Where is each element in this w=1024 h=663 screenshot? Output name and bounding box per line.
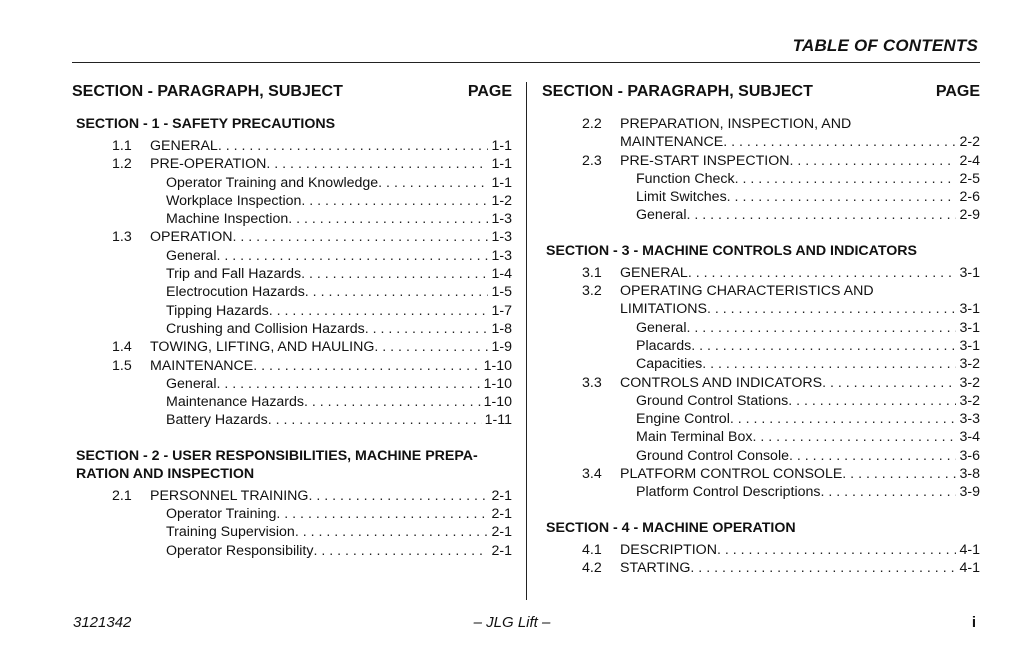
entry-number: 2.1 (112, 487, 132, 504)
entry-number: 4.2 (582, 559, 602, 576)
entry-text: General (166, 247, 217, 264)
entry-page: 1-1 (491, 156, 512, 173)
column-heading-subject: SECTION - PARAGRAPH, SUBJECT (72, 83, 343, 100)
dot-leader (295, 523, 489, 541)
entry-text: PREPARATION, INSPECTION, AND (620, 116, 852, 132)
entry-page: 1-3 (491, 247, 512, 264)
dot-leader (723, 133, 956, 151)
dot-leader (288, 210, 488, 228)
entry-page: 3-9 (959, 484, 980, 501)
dot-leader (688, 264, 957, 282)
entry-text: Operator Training and Knowledge (166, 174, 379, 191)
toc-entry[interactable] (542, 428, 980, 446)
left-column (72, 82, 512, 560)
entry-page: 4-1 (959, 559, 980, 576)
column-heading-page: PAGE (467, 83, 512, 100)
entry-number: 3.2 (582, 283, 602, 300)
entry-page: 1-9 (491, 339, 512, 356)
page-number: i (971, 614, 976, 631)
toc-entry[interactable] (72, 542, 512, 560)
dot-leader (727, 188, 957, 206)
toc-entry[interactable] (72, 320, 512, 338)
dot-leader (313, 542, 488, 560)
toc-entry[interactable] (542, 133, 980, 151)
dot-leader (233, 228, 489, 246)
column-divider (526, 82, 527, 600)
entry-text: Platform Control Descriptions (636, 484, 821, 501)
toc-entry[interactable] (542, 170, 980, 188)
page-title: TABLE OF CONTENTS (792, 36, 978, 55)
section-2-continued-list (542, 133, 980, 224)
dot-leader (218, 137, 489, 155)
entry-text: Workplace Inspection (166, 192, 302, 209)
column-header (542, 82, 980, 102)
toc-entry[interactable] (72, 265, 512, 283)
toc-entry[interactable] (542, 541, 980, 559)
entry-text: Crushing and Collision Hazards (166, 320, 365, 337)
entry-page: 2-1 (491, 506, 512, 523)
dot-leader (268, 411, 482, 429)
entry-page: 1-8 (491, 320, 512, 337)
document-number: 3121342 (73, 614, 132, 631)
entry-text: Maintenance Hazards (166, 394, 305, 411)
toc-entry[interactable] (72, 375, 512, 393)
section-2-title-line1: SECTION - 2 - USER RESPONSIBILITIES, MACHINE PREPA- (76, 447, 478, 464)
entry-text: MAINTENANCE (150, 357, 254, 374)
entry-text: GENERAL (620, 264, 688, 281)
dot-leader (691, 337, 956, 355)
entry-page: 2-1 (491, 524, 512, 541)
entry-page: 1-2 (491, 192, 512, 209)
entry-number: 4.1 (582, 541, 602, 558)
entry-page: 1-1 (491, 174, 512, 191)
entry-text: Machine Inspection (166, 211, 289, 228)
dot-leader (752, 428, 956, 446)
dot-leader (821, 483, 957, 501)
entry-text: General (636, 319, 687, 336)
section-1-list (72, 137, 512, 430)
dot-leader (790, 152, 957, 170)
dot-leader (304, 393, 481, 411)
entry-page: 3-1 (959, 337, 980, 354)
entry-number: 1.1 (112, 138, 132, 154)
entry-page: 1-7 (491, 302, 512, 319)
entry-text: Capacities (636, 356, 703, 373)
toc-entry[interactable] (72, 523, 512, 541)
entry-text: Battery Hazards (166, 412, 268, 429)
toc-entry[interactable] (542, 410, 980, 428)
entry-text: LIMITATIONS (620, 301, 707, 318)
section-3-list-b (542, 300, 980, 501)
entry-number: 2.3 (582, 152, 602, 169)
toc-entry[interactable] (72, 505, 512, 523)
entry-text: Ground Control Stations (636, 392, 789, 409)
dot-leader (301, 265, 488, 283)
toc-entry[interactable] (72, 155, 512, 173)
column-header (72, 82, 512, 102)
dot-leader (686, 206, 956, 224)
dot-leader (717, 541, 957, 559)
dot-leader (702, 355, 956, 373)
dot-leader (730, 410, 957, 428)
toc-entry[interactable] (542, 206, 980, 224)
dot-leader (789, 447, 956, 465)
entry-number: 3.4 (582, 466, 602, 483)
section-2-title-line2: RATION AND INSPECTION (76, 465, 255, 482)
toc-entry[interactable] (542, 264, 980, 282)
entry-page: 3-1 (959, 301, 980, 318)
entry-text: PRE-START INSPECTION (620, 152, 790, 169)
entry-text: General (166, 375, 217, 392)
entry-page: 2-6 (959, 189, 980, 206)
section-3-list-a (542, 264, 980, 282)
entry-page: 1-5 (491, 284, 512, 301)
entry-number: 3.3 (582, 374, 602, 391)
entry-page: 3-6 (959, 447, 980, 464)
dot-leader (686, 319, 956, 337)
toc-entry[interactable] (72, 393, 512, 411)
dot-leader (216, 247, 488, 265)
entry-text: Operator Responsibility (166, 542, 314, 559)
entry-text: Training Supervision (166, 524, 295, 541)
entry-text: General (636, 207, 687, 224)
section-2-list (72, 487, 512, 560)
section-3-title: SECTION - 3 - MACHINE CONTROLS AND INDICATORS (546, 242, 917, 259)
dot-leader (707, 300, 957, 318)
toc-entry[interactable] (72, 210, 512, 228)
entry-page: 1-3 (491, 211, 512, 228)
entry-number: 2.2 (582, 116, 602, 132)
toc-entry[interactable] (72, 338, 512, 356)
entry-text: STARTING (620, 559, 691, 576)
dot-leader (253, 357, 480, 375)
toc-entry[interactable] (72, 247, 512, 265)
entry-number: 3.1 (582, 264, 602, 281)
toc-entry[interactable] (542, 559, 980, 577)
section-4-title: SECTION - 4 - MACHINE OPERATION (546, 519, 796, 536)
toc-entry[interactable] (542, 319, 980, 337)
entry-page: 3-4 (959, 429, 980, 446)
entry-text: Placards (636, 337, 692, 354)
toc-entry[interactable] (542, 188, 980, 206)
dot-leader (276, 505, 488, 523)
entry-text: MAINTENANCE (620, 134, 724, 151)
dot-leader (822, 374, 956, 392)
entry-page: 3-8 (959, 466, 980, 483)
entry-page: 2-1 (491, 542, 512, 559)
dot-leader (266, 155, 488, 173)
entry-text: Tipping Hazards (166, 302, 269, 319)
toc-entry[interactable] (542, 447, 980, 465)
entry-page: 3-3 (959, 411, 980, 428)
entry-text: Operator Training (166, 506, 277, 523)
entry-text: TOWING, LIFTING, AND HAULING (150, 339, 375, 356)
entry-page: 1-4 (491, 266, 512, 283)
dot-leader (690, 559, 956, 577)
dot-leader (305, 283, 489, 301)
entry-page: 1-3 (491, 229, 512, 246)
toc-entry[interactable] (542, 465, 980, 483)
entry-text: GENERAL (150, 138, 218, 154)
dot-leader (301, 192, 488, 210)
toc-entry[interactable] (542, 374, 980, 392)
entry-page: 4-1 (959, 541, 980, 558)
entry-text: CONTROLS AND INDICATORS (620, 374, 823, 391)
entry-text: OPERATION (150, 229, 233, 246)
column-heading-subject: SECTION - PARAGRAPH, SUBJECT (542, 83, 813, 100)
section-1-title: SECTION - 1 - SAFETY PRECAUTIONS (76, 116, 336, 132)
dot-leader (365, 320, 489, 338)
entry-text: Function Check (636, 170, 735, 187)
section-4-list (542, 541, 980, 578)
dot-leader (216, 375, 480, 393)
toc-entry[interactable] (542, 337, 980, 355)
entry-page: 3-2 (959, 374, 980, 391)
entry-text: Electrocution Hazards (166, 284, 305, 301)
entry-number: 1.4 (112, 339, 132, 356)
dot-leader (788, 392, 956, 410)
entry-page: 2-5 (959, 170, 980, 187)
entry-page: 2-1 (491, 487, 512, 504)
toc-entry[interactable] (542, 392, 980, 410)
entry-text: Main Terminal Box (636, 429, 753, 446)
entry-page: 1-10 (483, 375, 512, 392)
dot-leader (374, 338, 488, 356)
toc-entry[interactable] (542, 483, 980, 501)
toc-entry[interactable] (72, 357, 512, 375)
toc-entry[interactable] (72, 411, 512, 429)
entry-page: 3-1 (959, 319, 980, 336)
entry-number: 1.2 (112, 156, 132, 173)
entry-page: 1-10 (483, 357, 512, 374)
toc-entry[interactable] (72, 302, 512, 320)
entry-text: OPERATING CHARACTERISTICS AND (620, 283, 874, 300)
toc-entry[interactable] (542, 282, 980, 300)
toc-entry[interactable] (72, 192, 512, 210)
entry-text: PERSONNEL TRAINING (150, 487, 309, 504)
dot-leader (842, 465, 956, 483)
entry-text: Trip and Fall Hazards (166, 266, 302, 283)
dot-leader (378, 174, 488, 192)
entry-page: 1-1 (491, 138, 512, 154)
entry-page: 2-9 (959, 207, 980, 224)
column-heading-page: PAGE (935, 83, 980, 100)
dot-leader (269, 302, 489, 320)
right-column (542, 82, 980, 577)
entry-page: 3-2 (959, 356, 980, 373)
toc-entry[interactable] (72, 137, 512, 155)
entry-page: 2-2 (959, 134, 980, 151)
entry-page: 2-4 (959, 152, 980, 169)
toc-entry[interactable] (542, 300, 980, 318)
entry-page: 1-10 (483, 394, 512, 411)
entry-page: 3-1 (959, 264, 980, 281)
brand-footer: – JLG Lift – (473, 614, 551, 631)
entry-text: Ground Control Console (636, 447, 789, 464)
toc-entry[interactable] (542, 115, 980, 133)
toc-entry[interactable] (542, 152, 980, 170)
entry-number: 1.3 (112, 229, 132, 246)
entry-page: 1-11 (484, 412, 512, 429)
entry-text: PRE-OPERATION (150, 156, 267, 173)
toc-entry[interactable] (72, 283, 512, 301)
entry-text: DESCRIPTION (620, 541, 717, 558)
toc-entry[interactable] (72, 174, 512, 192)
entry-page: 3-2 (959, 392, 980, 409)
entry-text: PLATFORM CONTROL CONSOLE (620, 466, 843, 483)
toc-entry[interactable] (542, 355, 980, 373)
dot-leader (308, 487, 488, 505)
entry-text: Engine Control (636, 411, 730, 428)
header-rule (72, 62, 980, 63)
entry-text: Limit Switches (636, 189, 727, 206)
entry-number: 1.5 (112, 357, 132, 374)
toc-entry[interactable] (72, 228, 512, 246)
toc-entry[interactable] (72, 487, 512, 505)
dot-leader (735, 170, 957, 188)
